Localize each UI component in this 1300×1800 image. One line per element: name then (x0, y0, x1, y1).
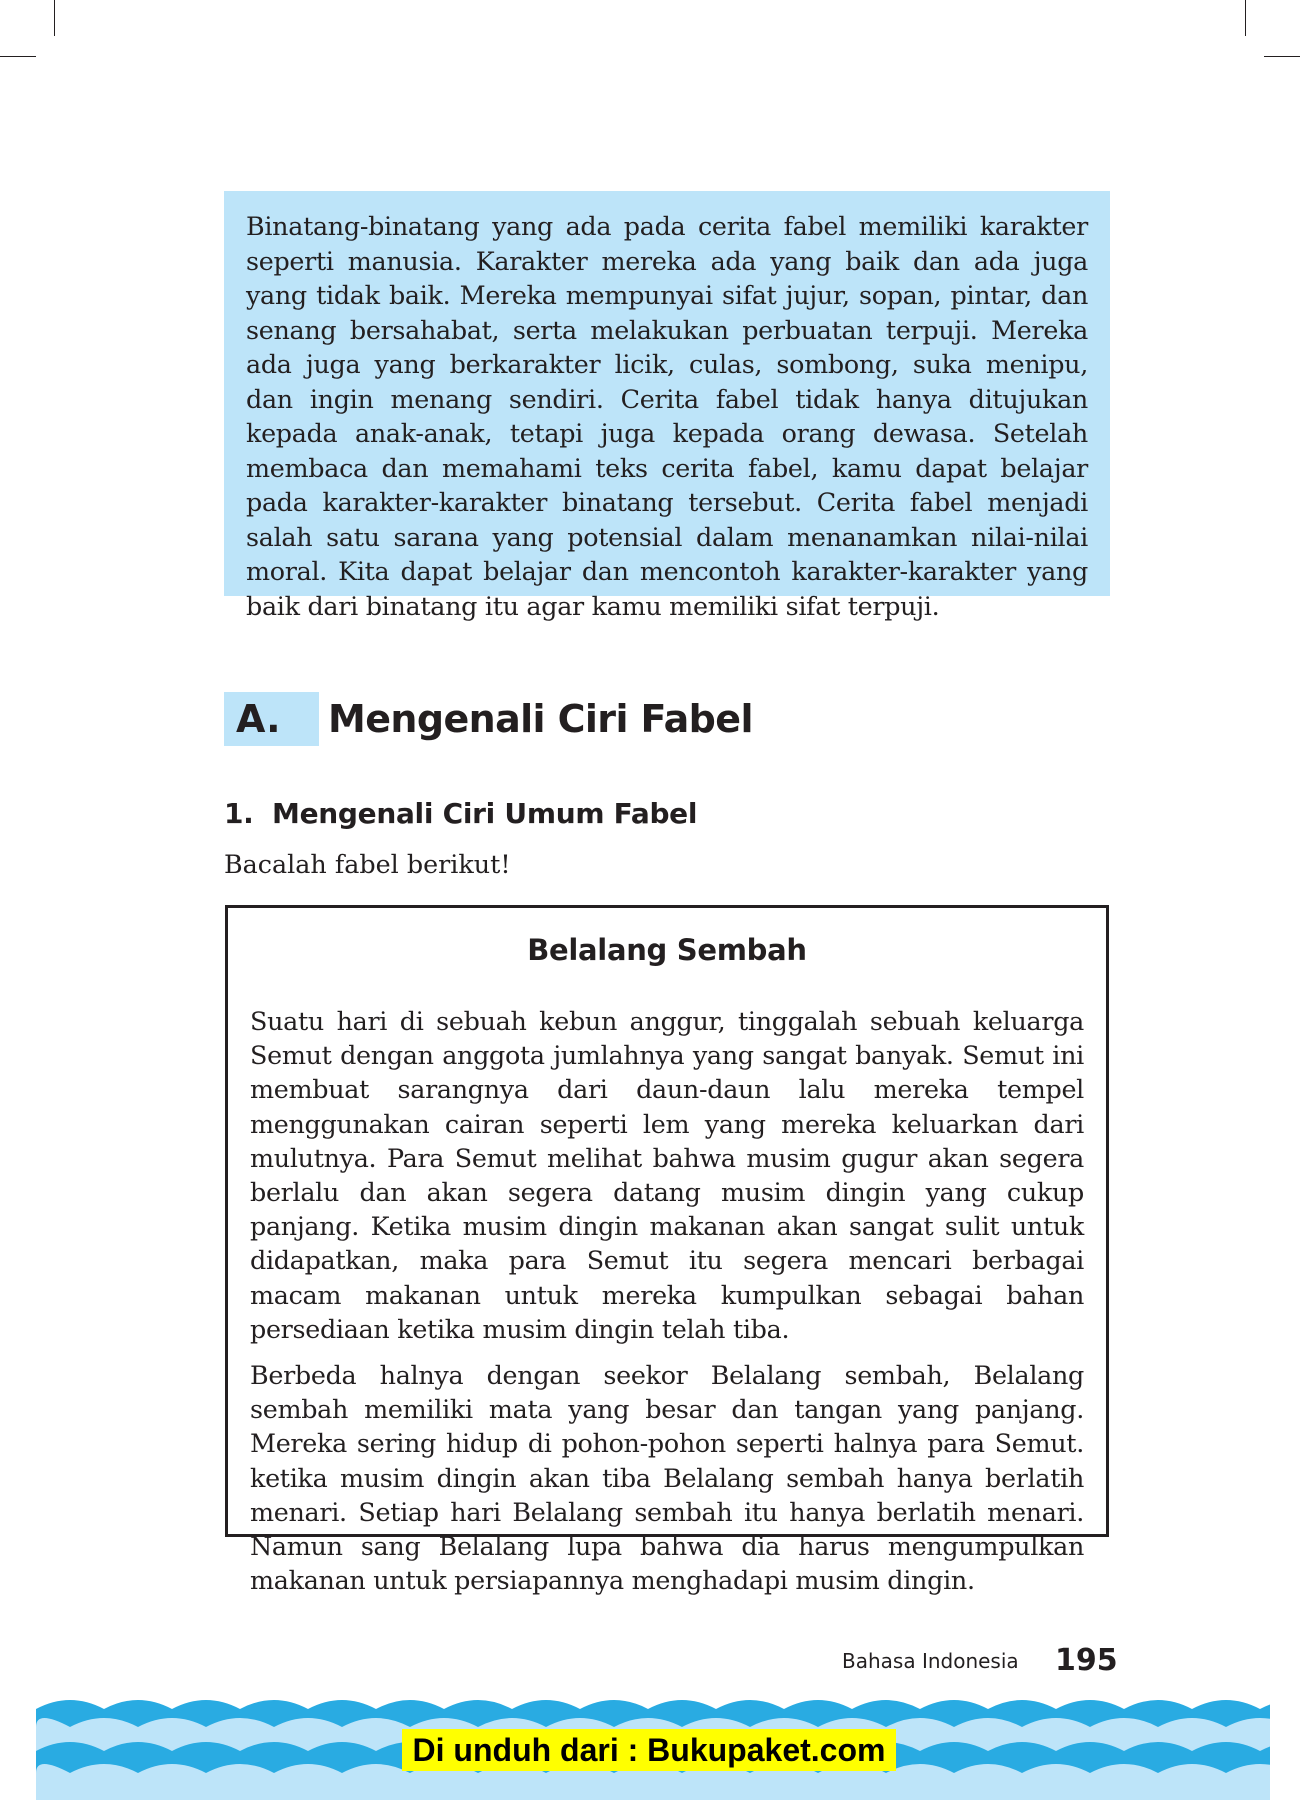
intro-box (224, 191, 1110, 621)
story-paragraph: Suatu hari di sebuah kebun anggur, tinggalah sebuah keluarga Semut dengan anggota jumlahnya yang sangat banyak. Semut ini membuat sarangnya dari daun-daun lalu mereka tempel menggunakan cairan seperti lem yang mereka keluarkan dari mulutnya. Para Semut melihat bahwa musim gugur akan segera berlalu dan akan segera datang musim dingin yang cukup panjang. Ketika musim dingin makanan akan sangat sulit untuk didapatkan, maka para Semut itu segera mencari berbagai macam makanan untuk mereka kumpulkan sebagai bahan persediaan ketika musim dingin telah tiba. (250, 1006, 1084, 1344)
story-title: Belalang Sembah (527, 933, 807, 967)
crop-mark-top-right-horizontal (1264, 56, 1300, 57)
footer-subject: Bahasa Indonesia (842, 1649, 1019, 1673)
story-paragraph: Berbeda halnya dengan seekor Belalang sembah, Belalang sembah memiliki mata yang besar dan tangan yang panjang. Mereka sering hidup di pohon-pohon seperti halnya para Semut. ketika musim dingin akan tiba Belalang sembah hanya berlatih menari. Setiap hari Belalang sembah itu hanya berlatih menari. Namun sang Belalang lupa bahwa dia harus mengumpulkan makanan untuk persiapannya menghadapi musim dingin. (250, 1360, 1084, 1596)
intro-text: Binatang-binatang yang ada pada cerita fabel memiliki karakter seperti manusia. Karakter mereka ada yang baik dan ada juga yang tidak baik. Mereka mempunyai sifat jujur, sopan, pintar, dan senang bersahabat, serta melakukan perbuatan terpuji. Mereka ada juga yang berkarakter licik, culas, sombong, suka menipu, dan ingin menang sendiri. Cerita fabel tidak hanya ditujukan kepada anak-anak, tetapi juga kepada orang dewasa. Setelah membaca dan memahami teks cerita fabel, kamu dapat belajar pada karakter-karakter binatang tersebut. Cerita fabel menjadi salah satu sarana yang potensial dalam menanamkan nilai-nilai moral. Kita dapat belajar dan mencontoh karakter-karakter yang baik dari binatang itu agar kamu memiliki sifat terpuji. (246, 211, 1088, 621)
subsection-title: Mengenali Ciri Umum Fabel (272, 797, 698, 830)
section-heading (224, 692, 1124, 746)
download-banner: Di unduh dari : Bukupaket.com (402, 1729, 896, 1771)
subsection-heading (224, 794, 697, 834)
crop-mark-top-left-horizontal (0, 56, 36, 57)
crop-mark-top-left-vertical (54, 0, 55, 36)
instruction-text: Bacalah fabel berikut! (224, 849, 511, 879)
section-letter: A. (224, 692, 319, 746)
subsection-number: 1. (224, 797, 254, 830)
page-number: 195 (1055, 1643, 1118, 1678)
story-box (225, 905, 1109, 1596)
section-title: Mengenali Ciri Fabel (328, 697, 753, 741)
crop-mark-top-right-vertical (1245, 0, 1246, 36)
